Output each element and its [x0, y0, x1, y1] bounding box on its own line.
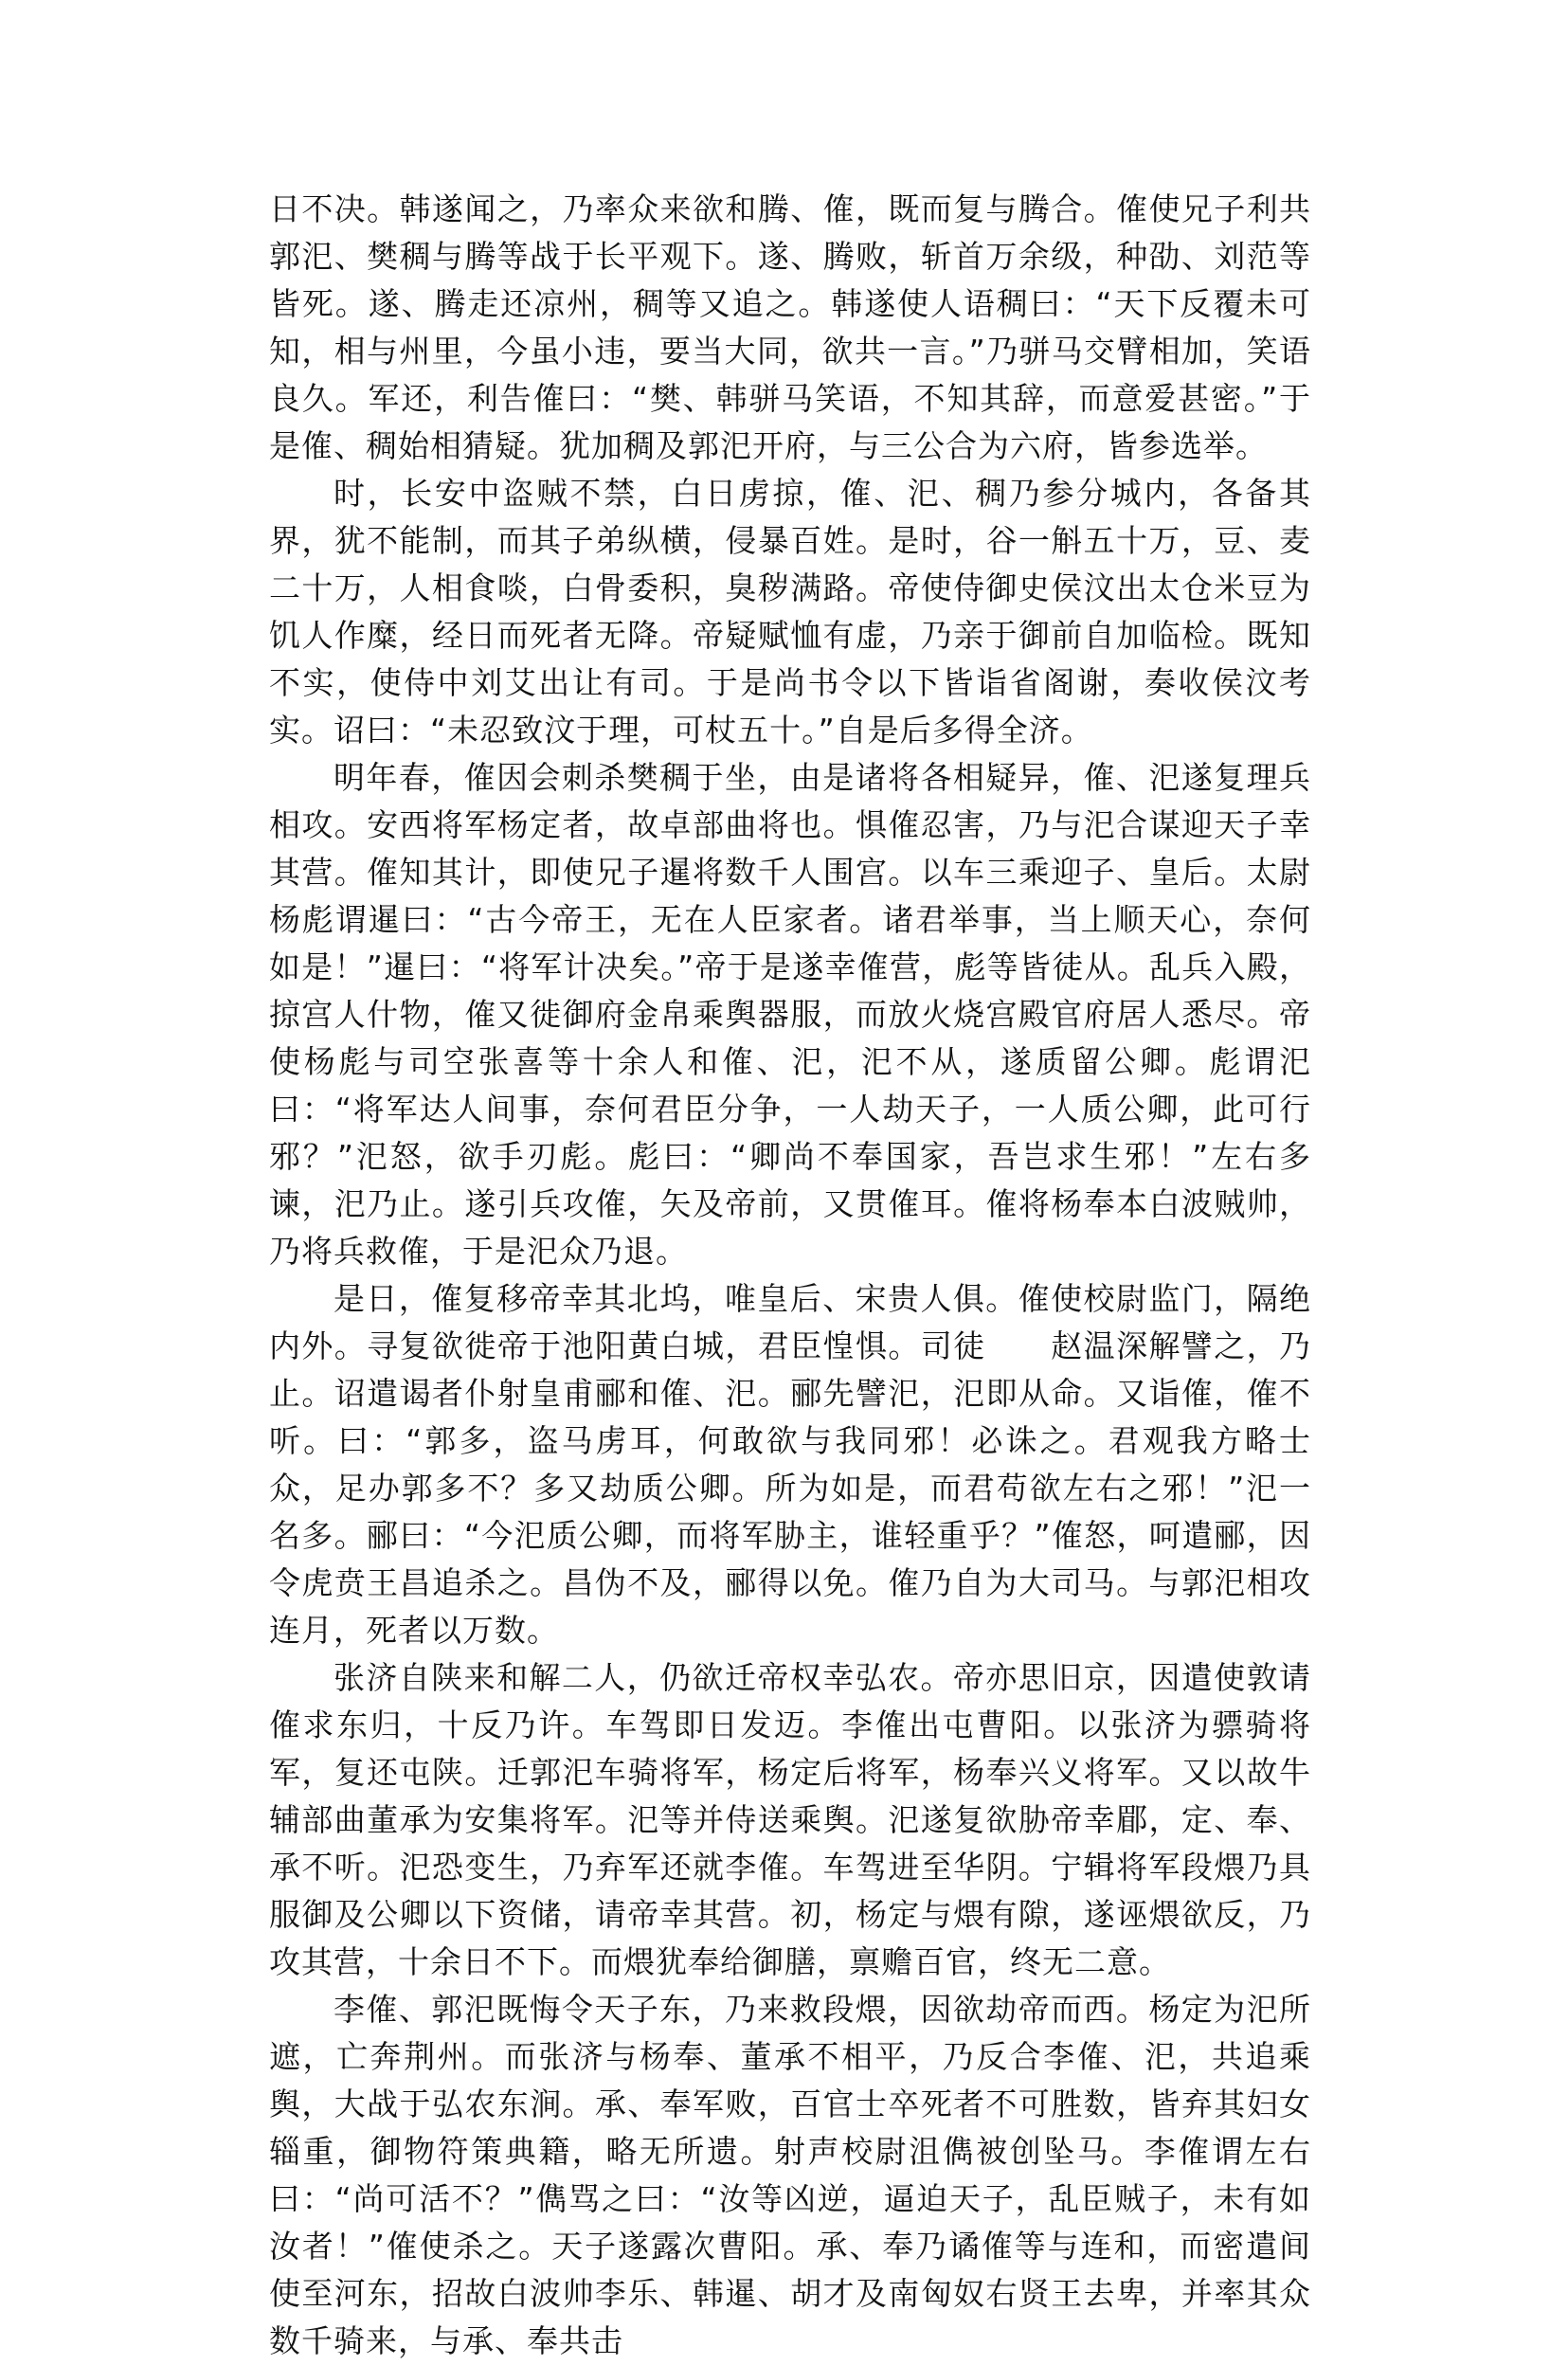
paragraph-1: 日不决。韩遂闻之，乃率众来欲和腾、傕，既而复与腾合。傕使兄子利共郭汜、樊稠与腾等战于长平观下。遂、腾败，斩首万余级，种劭、刘范等皆死。遂、腾走还凉州，稠等又追之。韩遂使人语稠曰：“天下反覆未可知，相与州里，今虽小违，要当大同，欲共一言。”乃骈马交臂相加，笑语良久。军还，利告傕曰：“樊、韩骈马笑语，不知其辞，而意爱甚密。”于是傕、稠始相猜疑。犹加稠及郭汜开府，与三公合为六府，皆参选举。 — [269, 190, 1311, 464]
paragraph-5: 张济自陕来和解二人，仍欲迁帝权幸弘农。帝亦思旧京，因遣使敦请傕求东归，十反乃许。车驾即日发迈。李傕出屯曹阳。以张济为骠骑将军，复还屯陕。迁郭汜车骑将军，杨定后将军，杨奉兴义将军。又以故牛辅部曲董承为安集将军。汜等并侍送乘舆。汜遂复欲胁帝幸郿，定、奉、承不听。汜恐变生，乃弃军还就李傕。车驾进至华阴。宁辑将军段煨乃具服御及公卿以下资储，请帝幸其营。初，杨定与煨有隙，遂诬煨欲反，乃攻其营，十余日不下。而煨犹奉给御膳，禀赡百官，终无二意。 — [269, 1659, 1311, 1980]
paragraph-6: 李傕、郭汜既悔令天子东，乃来救段煨，因欲劫帝而西。杨定为汜所遮，亡奔荆州。而张济与杨奉、董承不相平，乃反合李傕、汜，共追乘舆，大战于弘农东涧。承、奉军败，百官士卒死者不可胜数，皆弃其妇女辎重，御物符策典籍，略无所遗。射声校尉沮儁被创坠马。李傕谓左右曰：“尚可活不？”儁骂之曰：“汝等凶逆，逼迫天子，乱臣贼子，未有如汝者！”傕使杀之。天子遂露次曹阳。承、奉乃谲傕等与连和，而密遣间使至河东，招故白波帅李乐、韩暹、胡才及南匈奴右贤王去卑，并率其众数千骑来，与承、奉共击 — [269, 1991, 1311, 2359]
paragraph-2: 时，长安中盗贼不禁，白日虏掠，傕、汜、稠乃参分城内，各备其界，犹不能制，而其子弟纵横，侵暴百姓。是时，谷一斛五十万，豆、麦二十万，人相食啖，白骨委积，臭秽满路。帝使侍御史侯汶出太仓米豆为饥人作糜，经日而死者无降。帝疑赋恤有虚，乃亲于御前自加临检。既知不实，使侍中刘艾出让有司。于是尚书令以下皆诣省阁谢，奏收侯汶考实。诏曰：“未忍致汶于理，可杖五十。”自是后多得全济。 — [269, 475, 1311, 749]
body-text — [269, 186, 1311, 2365]
paragraph-3: 明年春，傕因会刺杀樊稠于坐，由是诸将各相疑异，傕、汜遂复理兵相攻。安西将军杨定者，故卓部曲将也。惧傕忍害，乃与汜合谋迎天子幸其营。傕知其计，即使兄子暹将数千人围宫。以车三乘迎子、皇后。太尉杨彪谓暹曰：“古今帝王，无在人臣家者。诸君举事，当上顺天心，奈何如是！”暹曰：“将军计决矣。”帝于是遂幸傕营，彪等皆徒从。乱兵入殿，掠宫人什物，傕又徙御府金帛乘舆器服，而放火烧宫殿官府居人悉尽。帝使杨彪与司空张喜等十余人和傕、汜，汜不从，遂质留公卿。彪谓汜曰：“将军达人间事，奈何君臣分争，一人劫天子，一人质公卿，此可行邪？”汜怒，欲手刃彪。彪曰：“卿尚不奉国家，吾岂求生邪！”左右多谏，汜乃止。遂引兵攻傕，矢及帝前，又贯傕耳。傕将杨奉本白波贼帅，乃将兵救傕，于是汜众乃退。 — [269, 759, 1311, 1270]
paragraph-4: 是日，傕复移帝幸其北坞，唯皇后、宋贵人俱。傕使校尉监门，隔绝内外。寻复欲徙帝于池阳黄白城，君臣惶惧。司徒 赵温深解譬之，乃止。诏遣谒者仆射皇甫郦和傕、汜。郦先譬汜，汜即从命。又诣傕，傕不听。曰：“郭多，盗马虏耳，何敢欲与我同邪！必诛之。君观我方略士众，足办郭多不？多又劫质公卿。所为如是，而君苟欲左右之邪！”汜一名多。郦曰：“今汜质公卿，而将军胁主，谁轻重乎？”傕怒，呵遣郦，因令虎贲王昌追杀之。昌伪不及，郦得以免。傕乃自为大司马。与郭汜相攻连月，死者以万数。 — [269, 1280, 1311, 1649]
